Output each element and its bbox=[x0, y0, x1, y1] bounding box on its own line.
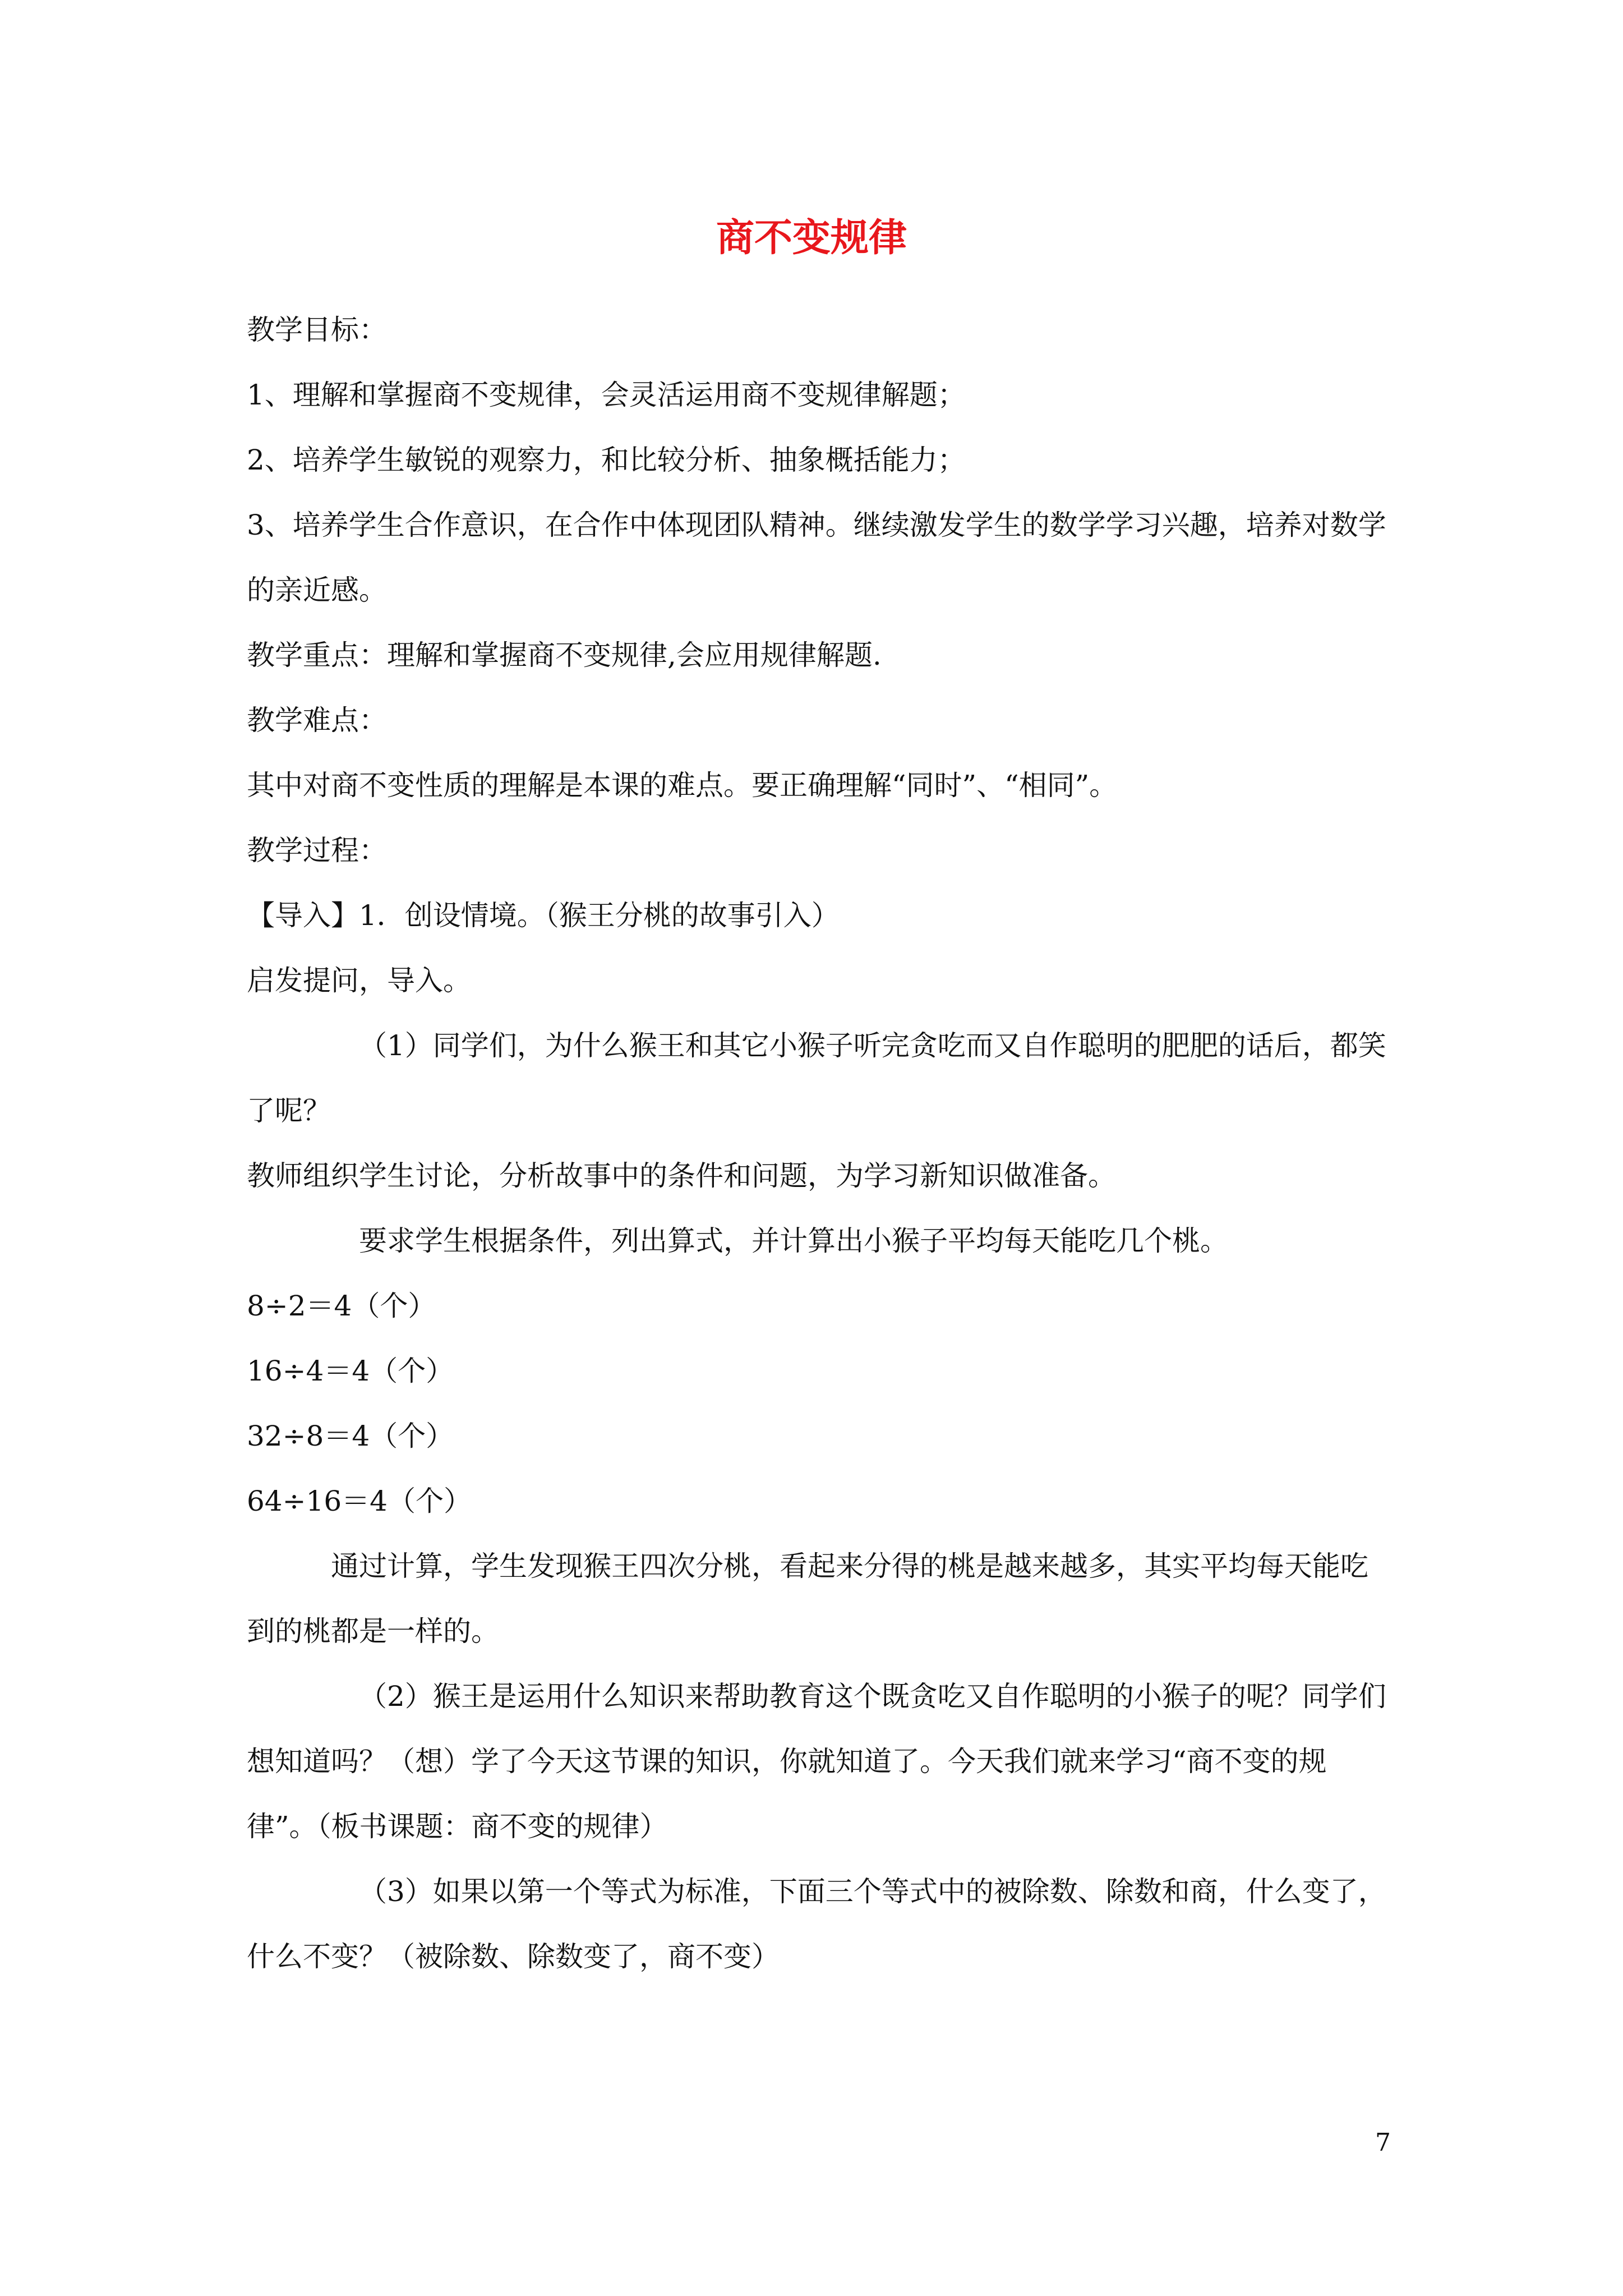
paragraph-prompt: 启发提问，导入。 bbox=[247, 964, 471, 997]
equation-2: 16÷4＝4（个） bbox=[247, 1355, 454, 1387]
equation-3: 32÷8＝4（个） bbox=[247, 1420, 454, 1452]
paragraph-objective-3: 3、培养学生合作意识，在合作中体现团队精神。继续激发学生的数学学习兴趣，培养对数学的亲近感。 bbox=[247, 509, 1386, 606]
paragraph-question-3: （3）如果以第一个等式为标准，下面三个等式中的被除数、除数和商，什么变了，什么不变？（被除数、除数变了，商不变） bbox=[247, 1875, 1386, 1973]
document-body bbox=[247, 297, 1391, 1989]
paragraph-intro: 【导入】1．创设情境。（猴王分桃的故事引入） bbox=[247, 899, 840, 932]
paragraph-difficulty-heading: 教学难点： bbox=[247, 704, 387, 737]
paragraph-objective-2: 2、培养学生敏锐的观察力，和比较分析、抽象概括能力； bbox=[247, 444, 966, 476]
paragraph-objective-1: 1、理解和掌握商不变规律，会灵活运用商不变规律解题； bbox=[247, 379, 966, 411]
paragraph-key-point: 教学重点：理解和掌握商不变规律,会应用规律解题. bbox=[247, 639, 882, 671]
page-number: 7 bbox=[1375, 2128, 1391, 2157]
paragraph-question-1: （1）同学们，为什么猴王和其它小猴子听完贪吃而又自作聪明的肥肥的话后，都笑了呢？ bbox=[247, 1029, 1386, 1127]
equation-4: 64÷16＝4（个） bbox=[247, 1485, 472, 1517]
equation-1: 8÷2＝4（个） bbox=[247, 1290, 436, 1322]
paragraph-requirement: 要求学生根据条件，列出算式，并计算出小猴子平均每天能吃几个桃。 bbox=[359, 1225, 1228, 1257]
paragraph-difficulty: 其中对商不变性质的理解是本课的难点。要正确理解“同时”、“相同”。 bbox=[247, 769, 1118, 802]
paragraph-discussion: 教师组织学生讨论，分析故事中的条件和问题，为学习新知识做准备。 bbox=[247, 1159, 1116, 1192]
paragraph-process-heading: 教学过程： bbox=[247, 834, 387, 867]
paragraph-calculation-finding: 通过计算，学生发现猴王四次分桃，看起来分得的桃是越来越多，其实平均每天能吃到的桃都是一样的。 bbox=[247, 1550, 1368, 1648]
paragraph-question-2: （2）猴王是运用什么知识来帮助教育这个既贪吃又自作聪明的小猴子的呢？同学们想知道吗？（想）学了今天这节课的知识，你就知道了。今天我们就来学习“商不变的规律”。（板书课题：商不变的规律） bbox=[247, 1680, 1386, 1843]
paragraph-objectives-heading: 教学目标： bbox=[247, 314, 387, 346]
document-title: 商不变规律 bbox=[716, 216, 907, 260]
